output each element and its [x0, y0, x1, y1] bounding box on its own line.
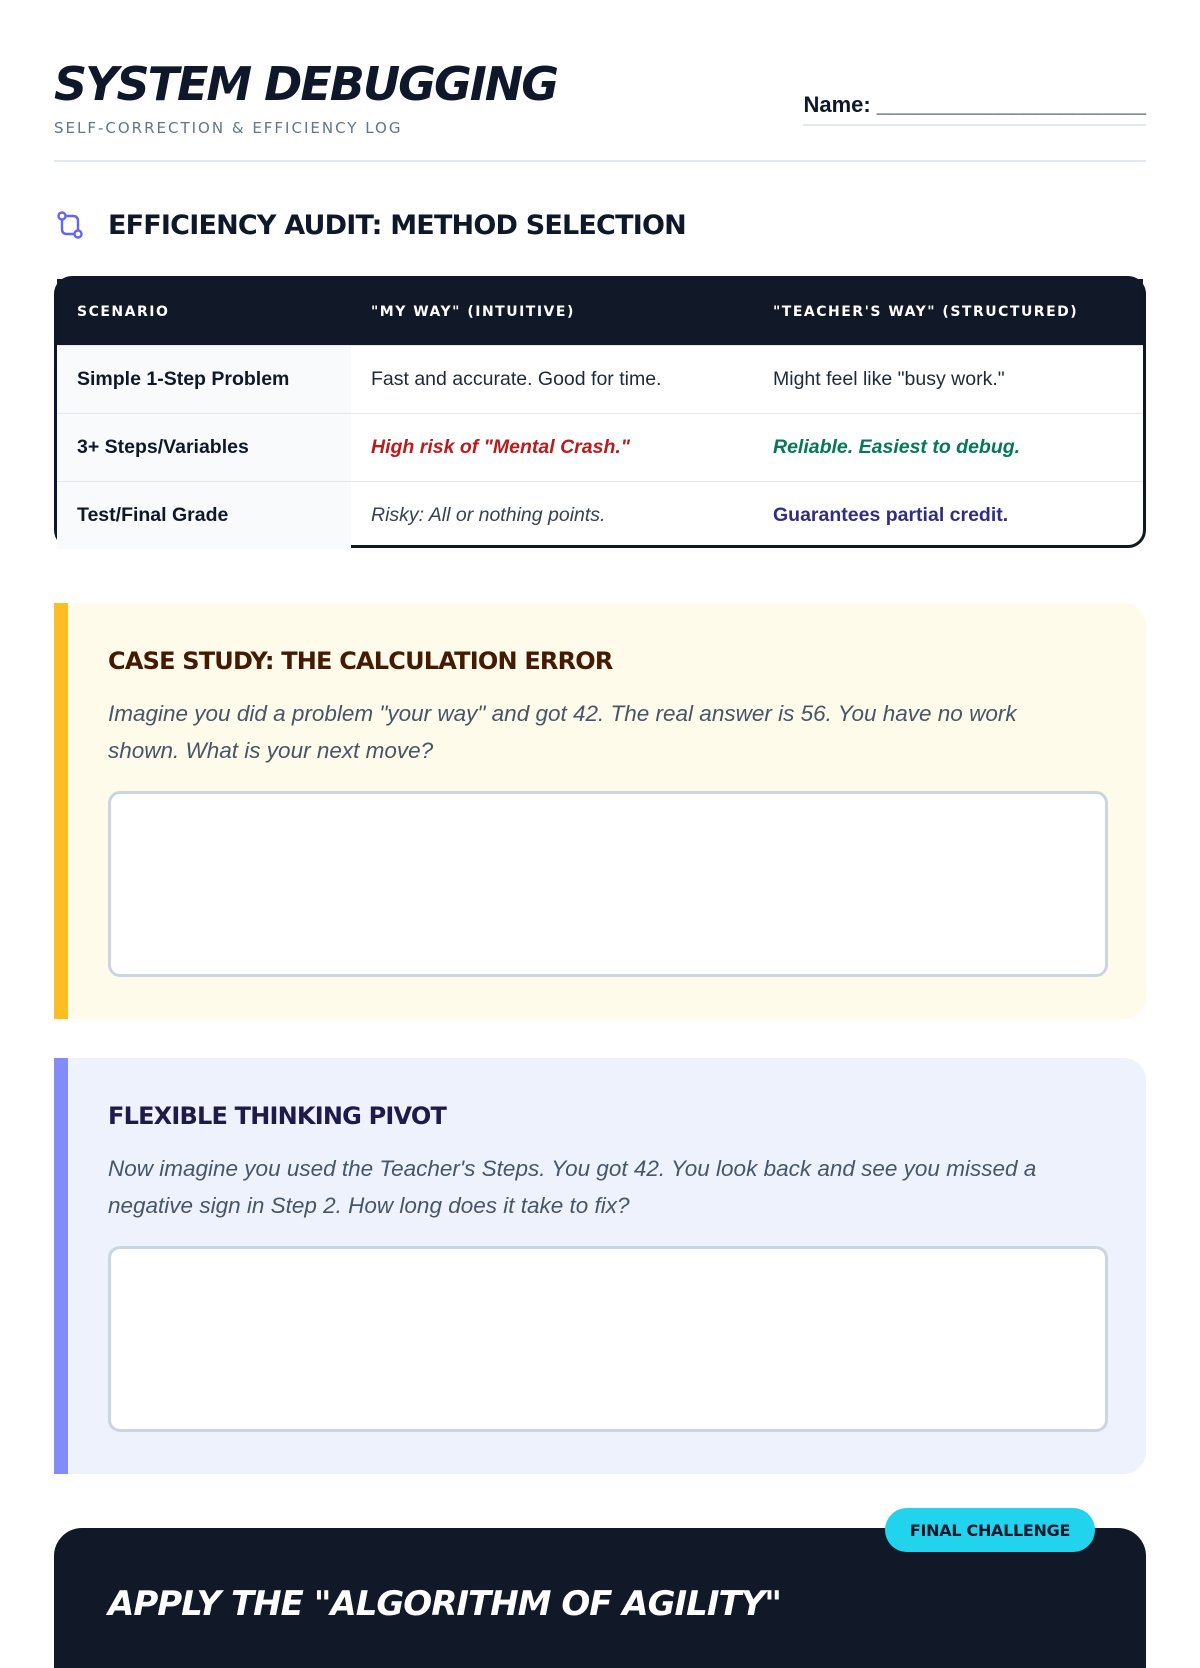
page-subtitle: SELF-CORRECTION & EFFICIENCY LOG: [54, 119, 403, 137]
case-study-prompt: Imagine you did a problem "your way" and got 42. The real answer is 56. You have no work shown. What is your next move?: [108, 701, 1017, 763]
table-header: [57, 279, 1143, 345]
name-field[interactable]: Name: ______________________: [803, 92, 1146, 126]
my-way-cell: High risk of "Mental Crash.": [371, 436, 631, 458]
teacher-way-cell: Might feel like "busy work.": [773, 368, 1005, 390]
final-challenge-badge: FINAL CHALLENGE: [885, 1508, 1095, 1552]
scenario-cell: Simple 1-Step Problem: [57, 346, 351, 413]
audit-section-heading: [54, 205, 686, 245]
case-study-title: CASE STUDY: THE CALCULATION ERROR: [108, 647, 613, 675]
my-way-cell: Fast and accurate. Good for time.: [371, 368, 662, 390]
column-header: SCENARIO: [77, 304, 170, 320]
pivot-card: [54, 1058, 1146, 1474]
case-study-answer-box[interactable]: [108, 791, 1108, 977]
git-compare-icon: [54, 209, 86, 241]
page-title: SYSTEM DEBUGGING: [54, 57, 558, 111]
my-way-cell: Risky: All or nothing points.: [371, 504, 606, 526]
teacher-way-cell: Guarantees partial credit.: [773, 504, 1009, 526]
column-header: "TEACHER'S WAY" (STRUCTURED): [773, 304, 1079, 320]
pivot-prompt: Now imagine you used the Teacher's Steps. You got 42. You look back and see you missed a negative sign in Step 2. How long does it take to fix?: [108, 1156, 1037, 1218]
table-row: [57, 345, 1143, 413]
pivot-title: FLEXIBLE THINKING PIVOT: [108, 1102, 447, 1130]
case-study-card: [54, 603, 1146, 1019]
table-row: [57, 481, 1143, 549]
method-table: [54, 276, 1146, 548]
worksheet-header: [54, 56, 1146, 162]
pivot-answer-box[interactable]: [108, 1246, 1108, 1432]
final-challenge-title: APPLY THE "ALGORITHM OF AGILITY": [108, 1584, 782, 1624]
scenario-cell: Test/Final Grade: [57, 482, 351, 549]
section-title: EFFICIENCY AUDIT: METHOD SELECTION: [108, 209, 686, 241]
teacher-way-cell: Reliable. Easiest to debug.: [773, 436, 1021, 458]
column-header: "MY WAY" (INTUITIVE): [371, 304, 575, 320]
scenario-cell: 3+ Steps/Variables: [57, 414, 351, 481]
table-row: [57, 413, 1143, 481]
